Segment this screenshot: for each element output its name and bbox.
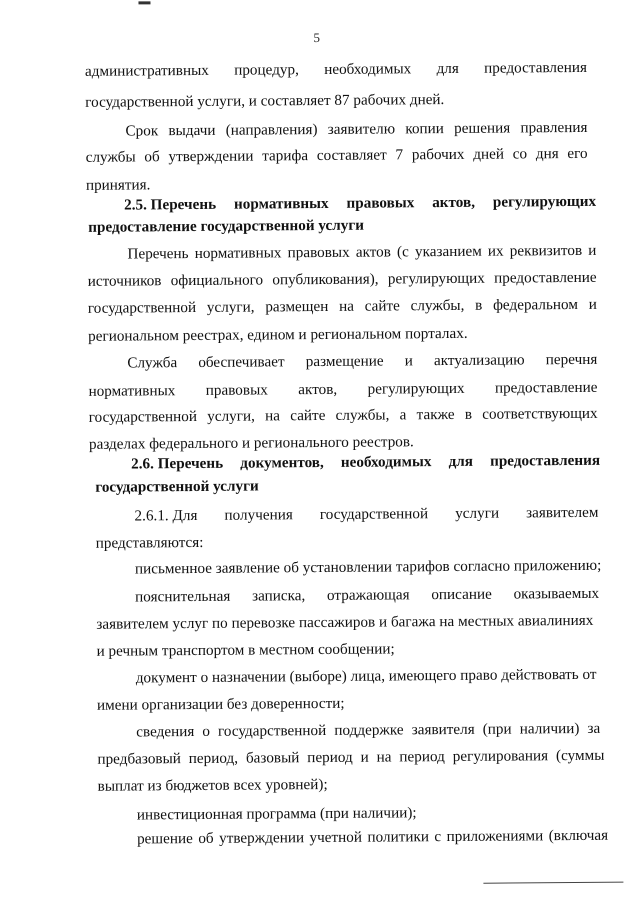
text-line: разделах федерального и регионального реестров. xyxy=(88,433,414,453)
word: предоставления xyxy=(490,451,601,470)
word: необходимых xyxy=(324,60,412,78)
text-line xyxy=(127,241,596,265)
word: размещен xyxy=(265,297,329,316)
word: утверждении xyxy=(168,147,254,166)
section-heading-line xyxy=(131,451,600,475)
word: 2.6.1. Для xyxy=(134,506,198,525)
text-line xyxy=(88,268,597,292)
word: для xyxy=(448,452,474,470)
word: обеспечивает xyxy=(198,353,285,371)
word: описание xyxy=(431,585,492,604)
word: (при xyxy=(482,720,512,738)
word: заявителя xyxy=(411,720,475,739)
text-line xyxy=(137,826,608,850)
word: на xyxy=(265,407,281,425)
word: получения xyxy=(224,506,293,524)
word: и xyxy=(588,295,597,313)
text-line xyxy=(85,58,587,82)
word: тарифа xyxy=(262,147,309,165)
word: и xyxy=(360,748,369,766)
word: в xyxy=(464,405,473,423)
word: службы xyxy=(85,148,136,166)
word: перечня xyxy=(545,350,598,369)
word: государственной xyxy=(87,298,197,317)
word: копии xyxy=(405,120,444,138)
word: Срок xyxy=(125,122,159,140)
word: пояснительная xyxy=(135,587,231,606)
text-line: и речным транспортом в местном сообщении; xyxy=(96,640,395,660)
word: государственной xyxy=(217,721,327,740)
word: 7 xyxy=(395,146,404,164)
word: (с xyxy=(396,243,409,261)
word: регулирующих xyxy=(387,269,485,288)
scan-mark xyxy=(138,1,150,4)
word: актов, xyxy=(432,193,476,212)
word: записка, xyxy=(251,587,306,605)
text-line: представляются: xyxy=(95,533,204,552)
word: актуализацию xyxy=(433,351,525,370)
word: дней xyxy=(473,145,505,163)
text-line xyxy=(88,295,597,319)
text-line: письменное заявление об установлении тарифов согласно приложению; xyxy=(134,556,602,578)
word: политики xyxy=(367,828,429,846)
word: федеральном xyxy=(492,295,578,314)
word: период xyxy=(307,748,353,767)
word: период, xyxy=(188,749,239,768)
word: его xyxy=(567,144,588,163)
word: размещение xyxy=(305,352,384,371)
word: актов xyxy=(355,243,391,261)
word: сайте xyxy=(290,406,326,425)
word: составляет xyxy=(316,146,387,165)
word: соответствующих xyxy=(482,404,598,423)
word: их xyxy=(487,242,504,260)
word: услуги, xyxy=(206,298,255,316)
word: нормативных xyxy=(194,244,282,262)
text-line xyxy=(127,350,597,374)
word: об xyxy=(144,148,160,166)
word: административных xyxy=(84,61,209,80)
word: об xyxy=(198,829,214,847)
word: государственной xyxy=(88,407,198,426)
word: за xyxy=(587,719,601,737)
word: 2.6. Перечень xyxy=(131,454,224,473)
word: решения xyxy=(454,119,511,137)
word: реквизитов xyxy=(509,241,583,260)
text-line xyxy=(135,584,599,608)
word: указанием xyxy=(414,242,482,261)
text-line xyxy=(86,144,588,168)
word: а xyxy=(399,406,407,424)
word: на xyxy=(376,748,392,766)
word: выдачи xyxy=(168,121,216,140)
text-line xyxy=(136,719,600,743)
word: услуги xyxy=(455,504,500,522)
word: оказываемых xyxy=(513,584,600,603)
word: и xyxy=(404,352,413,370)
word: предоставления xyxy=(484,58,588,77)
text-line: заявителем услуг по перевозке пассажиров и багажа на местных авиалиниях xyxy=(96,611,594,633)
word: правовых xyxy=(287,243,350,262)
word: Служба xyxy=(127,354,178,372)
word: государственной xyxy=(319,505,429,524)
word: документов, xyxy=(240,453,324,472)
text-line: выплат из бюджетов всех уровней); xyxy=(97,775,328,795)
word: и xyxy=(588,241,597,259)
word: на xyxy=(339,297,355,315)
word: поддержке xyxy=(334,721,404,739)
word: 2.5. Перечень xyxy=(124,195,217,214)
section-heading-line: государственной услуги xyxy=(95,477,259,496)
word: решение xyxy=(136,830,193,848)
word: правления xyxy=(520,118,588,137)
word: правовых xyxy=(205,381,268,399)
word: с xyxy=(434,828,442,846)
word: период xyxy=(399,748,445,766)
section-heading-line: предоставление государственной услуги xyxy=(88,216,365,236)
word: приложениями xyxy=(446,827,544,846)
text-line xyxy=(89,404,598,428)
word: актов, xyxy=(298,380,338,399)
word: наличии) xyxy=(519,719,580,738)
text-line: документ о назначении (выборе) лица, имеющего право действовать от xyxy=(135,665,597,687)
word: базовый xyxy=(245,749,300,767)
word: процедур, xyxy=(234,61,299,79)
word: (направления) xyxy=(225,121,318,139)
text-line: региональном реестрах, едином и региональном порталах. xyxy=(88,324,468,345)
text-line: принятия. xyxy=(85,176,151,194)
word: утверждении xyxy=(218,829,305,847)
word: предоставление xyxy=(494,268,597,287)
word: услуги, xyxy=(207,407,255,425)
word: регулирующих xyxy=(367,379,465,398)
word: отражающая xyxy=(326,586,410,604)
text-line xyxy=(125,118,587,142)
word: также xyxy=(416,405,455,424)
text-line xyxy=(97,746,604,770)
word: учетной xyxy=(309,828,363,847)
word: регулирующих xyxy=(492,192,597,211)
word: необходимых xyxy=(340,453,432,471)
word: заявителем xyxy=(526,503,599,522)
word: Перечень xyxy=(127,245,189,263)
word: дня xyxy=(535,145,559,163)
word: сведения xyxy=(136,722,195,741)
word: источников xyxy=(87,272,162,290)
word: заявителю xyxy=(327,120,396,138)
page-number: 5 xyxy=(313,29,321,46)
word: со xyxy=(512,145,528,163)
section-heading-line xyxy=(124,192,596,216)
word: предоставление xyxy=(494,378,598,397)
footer-rule xyxy=(483,882,623,884)
word: правовых xyxy=(346,194,415,212)
word: (суммы xyxy=(555,746,605,765)
word: для xyxy=(436,59,459,78)
word: в xyxy=(475,296,483,314)
word: официального xyxy=(170,271,264,290)
text-line: имени организации без доверенности; xyxy=(96,694,345,714)
word: о xyxy=(202,722,211,740)
word: сайте xyxy=(364,297,400,315)
word: (включая xyxy=(548,826,609,845)
word: службы, xyxy=(410,296,465,315)
text-line: инвестиционная программа (при наличии); xyxy=(136,804,417,824)
word: нормативных xyxy=(233,194,329,213)
text-line: государственной услуги, и составляет 87 рабочих дней. xyxy=(85,91,445,111)
word: рабочих xyxy=(411,145,465,164)
text-line xyxy=(88,378,597,402)
word: предбазовый xyxy=(97,750,181,768)
word: нормативных xyxy=(88,382,176,400)
word: службы, xyxy=(335,406,390,424)
text-line xyxy=(134,503,598,527)
word: опубликования), xyxy=(272,270,379,289)
word: регулирования xyxy=(452,747,549,765)
